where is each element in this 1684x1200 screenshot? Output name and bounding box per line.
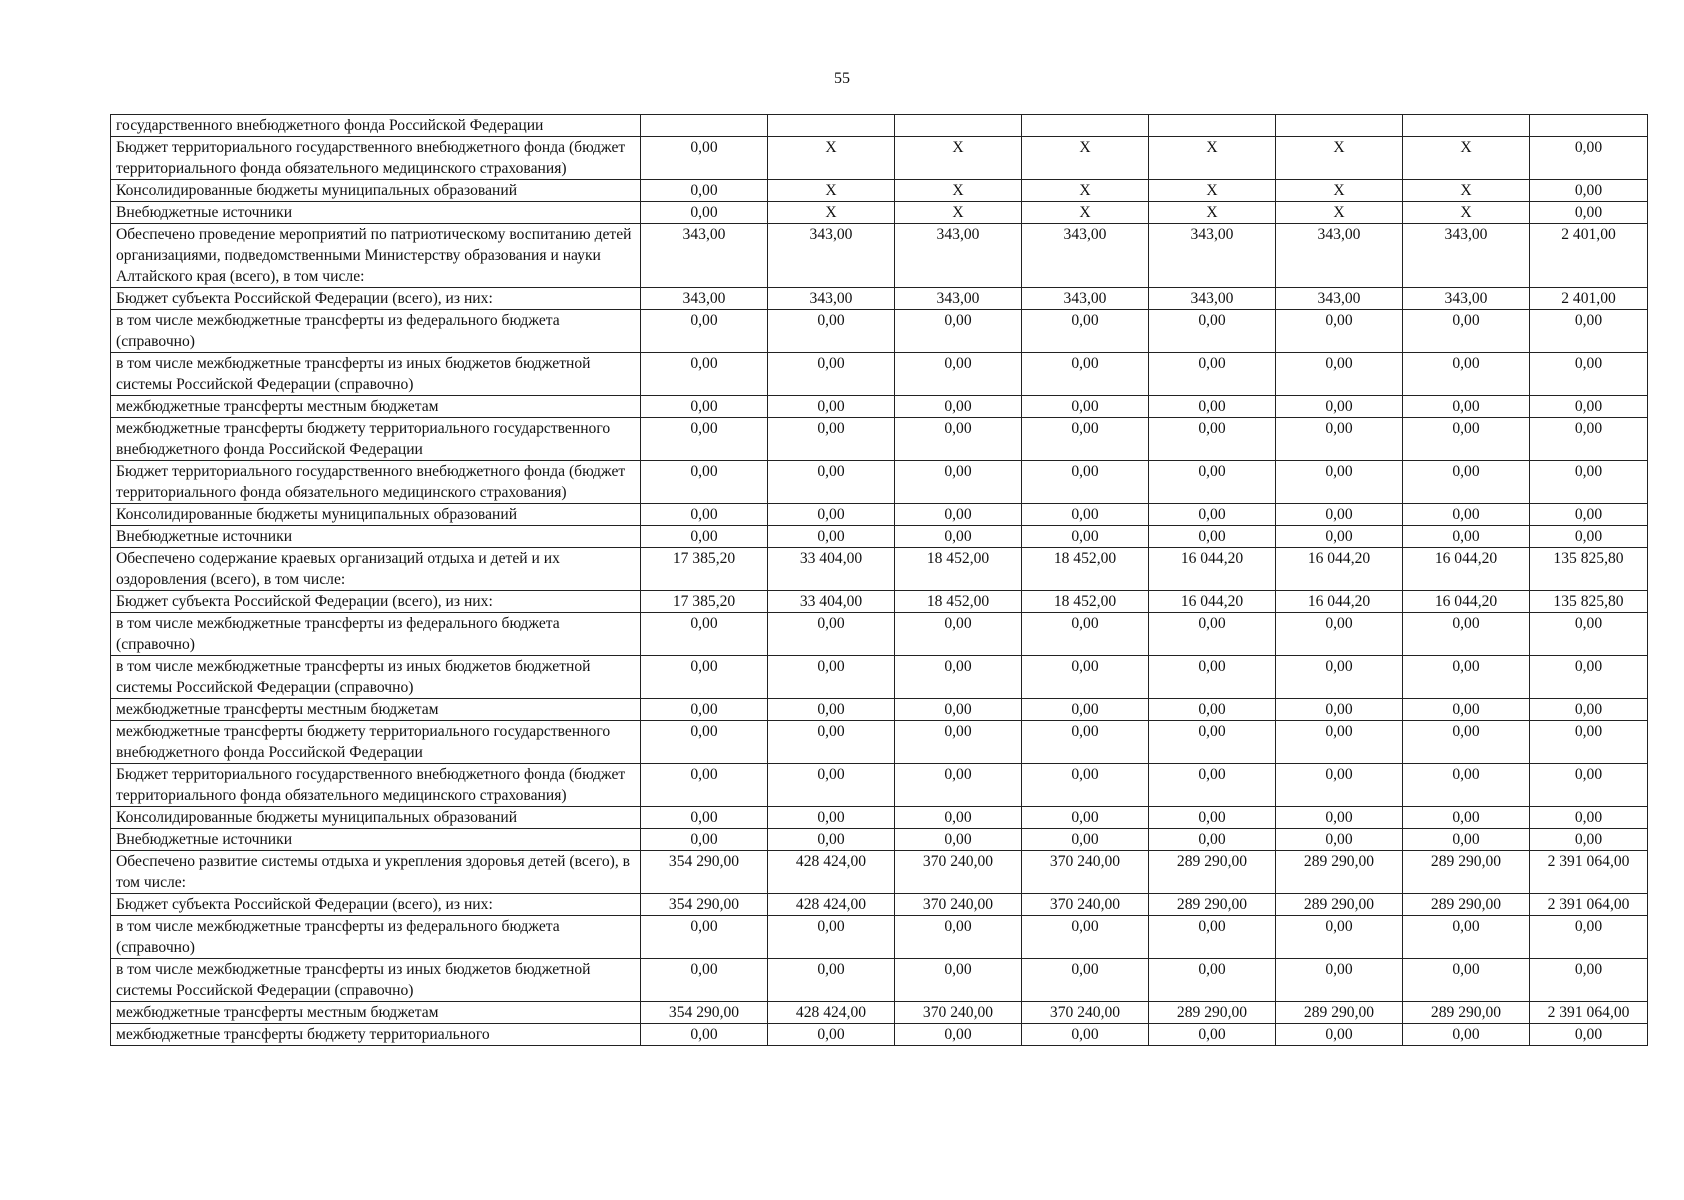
row-value-cell: 343,00	[1276, 288, 1403, 310]
row-value-cell	[1149, 115, 1276, 137]
row-total-cell: 0,00	[1530, 396, 1648, 418]
table-row	[111, 764, 1648, 807]
row-label: Консолидированные бюджеты муниципальных образований	[111, 807, 641, 829]
row-value-cell: 343,00	[1149, 224, 1276, 288]
row-total-cell: 0,00	[1530, 699, 1648, 721]
table-row	[111, 202, 1648, 224]
table-row	[111, 894, 1648, 916]
row-value-cell: 0,00	[1149, 613, 1276, 656]
table-row	[111, 829, 1648, 851]
row-value-cell: 0,00	[895, 764, 1022, 807]
row-value-cell: 0,00	[641, 829, 768, 851]
row-value-cell: 343,00	[1276, 224, 1403, 288]
row-total-cell: 0,00	[1530, 613, 1648, 656]
row-value-cell: 0,00	[1276, 504, 1403, 526]
row-value-cell: 0,00	[1403, 526, 1530, 548]
row-value-cell: 343,00	[1403, 288, 1530, 310]
table-row	[111, 851, 1648, 894]
row-total-cell: 2 401,00	[1530, 288, 1648, 310]
row-value-cell: 0,00	[1022, 461, 1149, 504]
row-label: государственного внебюджетного фонда Российской Федерации	[111, 115, 641, 137]
row-value-cell: 0,00	[895, 461, 1022, 504]
row-value-cell: 0,00	[1276, 526, 1403, 548]
row-value-cell: 0,00	[1276, 721, 1403, 764]
table-row	[111, 959, 1648, 1002]
row-value-cell: 0,00	[1403, 699, 1530, 721]
row-value-cell: 0,00	[1149, 526, 1276, 548]
row-value-cell: 0,00	[1403, 916, 1530, 959]
row-value-cell: 0,00	[768, 418, 895, 461]
row-total-cell: 0,00	[1530, 202, 1648, 224]
row-value-cell: 0,00	[1149, 916, 1276, 959]
row-value-cell: 0,00	[1403, 959, 1530, 1002]
row-label: в том числе межбюджетные трансферты из федерального бюджета (справочно)	[111, 916, 641, 959]
row-value-cell: 0,00	[1276, 807, 1403, 829]
row-label: Бюджет территориального государственного внебюджетного фонда (бюджет территориального фонда обязательного медицинского страхования)	[111, 764, 641, 807]
row-value-cell: 0,00	[641, 807, 768, 829]
row-value-cell: 0,00	[1149, 699, 1276, 721]
row-value-cell: Х	[1276, 180, 1403, 202]
row-label: межбюджетные трансферты бюджету территориального	[111, 1024, 641, 1046]
table-row	[111, 807, 1648, 829]
row-total-cell: 2 391 064,00	[1530, 1002, 1648, 1024]
row-value-cell: 0,00	[1403, 764, 1530, 807]
row-label: Обеспечено развитие системы отдыха и укрепления здоровья детей (всего), в том числе:	[111, 851, 641, 894]
row-value-cell: 289 290,00	[1403, 851, 1530, 894]
row-total-cell: 135 825,80	[1530, 591, 1648, 613]
row-value-cell: 0,00	[641, 353, 768, 396]
row-value-cell: 0,00	[1149, 656, 1276, 699]
table-row	[111, 137, 1648, 180]
row-value-cell: 0,00	[1403, 721, 1530, 764]
row-value-cell: 0,00	[641, 656, 768, 699]
row-value-cell: 0,00	[1276, 764, 1403, 807]
budget-table	[110, 114, 1648, 1046]
row-value-cell: Х	[1022, 137, 1149, 180]
row-total-cell: 0,00	[1530, 829, 1648, 851]
row-value-cell	[768, 115, 895, 137]
row-value-cell: 0,00	[1276, 1024, 1403, 1046]
row-total-cell: 0,00	[1530, 137, 1648, 180]
row-value-cell: 428 424,00	[768, 851, 895, 894]
row-value-cell: 343,00	[1022, 288, 1149, 310]
row-value-cell: 343,00	[1022, 224, 1149, 288]
row-value-cell: Х	[1022, 180, 1149, 202]
row-value-cell: 0,00	[1403, 461, 1530, 504]
row-value-cell: 0,00	[641, 699, 768, 721]
row-value-cell: Х	[1149, 137, 1276, 180]
row-value-cell: 18 452,00	[1022, 591, 1149, 613]
row-value-cell: 0,00	[768, 959, 895, 1002]
row-value-cell: 0,00	[1403, 504, 1530, 526]
row-value-cell: 289 290,00	[1276, 1002, 1403, 1024]
row-value-cell: Х	[1403, 137, 1530, 180]
table-row	[111, 613, 1648, 656]
row-total-cell: 0,00	[1530, 916, 1648, 959]
row-value-cell: 0,00	[1276, 461, 1403, 504]
row-value-cell: 0,00	[1022, 418, 1149, 461]
row-value-cell: 0,00	[641, 180, 768, 202]
row-value-cell: 0,00	[1022, 807, 1149, 829]
row-label: в том числе межбюджетные трансферты из иных бюджетов бюджетной системы Российской Федерации (справочно)	[111, 959, 641, 1002]
row-value-cell: 18 452,00	[1022, 548, 1149, 591]
table-row	[111, 699, 1648, 721]
row-value-cell: 0,00	[768, 310, 895, 353]
row-value-cell	[1276, 115, 1403, 137]
table-row	[111, 353, 1648, 396]
row-value-cell: Х	[895, 137, 1022, 180]
row-value-cell: 0,00	[1403, 396, 1530, 418]
row-label: Обеспечено содержание краевых организаций отдыха и детей и их оздоровления (всего), в том числе:	[111, 548, 641, 591]
row-value-cell: 289 290,00	[1276, 894, 1403, 916]
row-value-cell: 0,00	[895, 353, 1022, 396]
row-value-cell: 343,00	[895, 224, 1022, 288]
row-value-cell: 0,00	[1276, 613, 1403, 656]
row-value-cell: 0,00	[1276, 656, 1403, 699]
row-value-cell: 16 044,20	[1403, 548, 1530, 591]
row-value-cell: 0,00	[641, 202, 768, 224]
row-value-cell: 0,00	[1022, 721, 1149, 764]
row-value-cell: 289 290,00	[1403, 1002, 1530, 1024]
row-label: межбюджетные трансферты бюджету территориального государственного внебюджетного фонда Российской Федерации	[111, 418, 641, 461]
row-label: межбюджетные трансферты бюджету территориального государственного внебюджетного фонда Российской Федерации	[111, 721, 641, 764]
row-value-cell: 0,00	[895, 1024, 1022, 1046]
row-value-cell: 16 044,20	[1403, 591, 1530, 613]
table-row	[111, 916, 1648, 959]
row-total-cell: 0,00	[1530, 721, 1648, 764]
row-value-cell: Х	[895, 202, 1022, 224]
row-value-cell: 0,00	[895, 310, 1022, 353]
row-value-cell: 0,00	[641, 764, 768, 807]
row-value-cell: 289 290,00	[1403, 894, 1530, 916]
row-total-cell: 0,00	[1530, 418, 1648, 461]
row-label: Внебюджетные источники	[111, 526, 641, 548]
row-value-cell: 0,00	[1276, 353, 1403, 396]
row-label: Бюджет территориального государственного внебюджетного фонда (бюджет территориального фонда обязательного медицинского страхования)	[111, 137, 641, 180]
table-row	[111, 396, 1648, 418]
row-value-cell: Х	[768, 202, 895, 224]
row-value-cell: 0,00	[895, 504, 1022, 526]
row-value-cell: 0,00	[1149, 721, 1276, 764]
row-label: межбюджетные трансферты местным бюджетам	[111, 396, 641, 418]
row-value-cell: 0,00	[768, 353, 895, 396]
row-value-cell: 0,00	[641, 504, 768, 526]
row-total-cell: 0,00	[1530, 310, 1648, 353]
row-value-cell: 370 240,00	[1022, 1002, 1149, 1024]
row-value-cell: 0,00	[1149, 310, 1276, 353]
row-value-cell: 343,00	[641, 288, 768, 310]
row-value-cell: 0,00	[1276, 916, 1403, 959]
row-label: Бюджет субъекта Российской Федерации (всего), из них:	[111, 288, 641, 310]
row-value-cell: 16 044,20	[1276, 548, 1403, 591]
row-value-cell: 289 290,00	[1149, 851, 1276, 894]
row-value-cell: 0,00	[1149, 418, 1276, 461]
row-value-cell	[641, 115, 768, 137]
row-label: в том числе межбюджетные трансферты из иных бюджетов бюджетной системы Российской Федерации (справочно)	[111, 656, 641, 699]
row-value-cell: 354 290,00	[641, 851, 768, 894]
row-total-cell	[1530, 115, 1648, 137]
row-value-cell: 0,00	[1022, 916, 1149, 959]
row-label: Консолидированные бюджеты муниципальных образований	[111, 504, 641, 526]
row-value-cell: 0,00	[641, 721, 768, 764]
row-value-cell: Х	[1022, 202, 1149, 224]
row-value-cell: 0,00	[641, 613, 768, 656]
row-value-cell: Х	[1403, 202, 1530, 224]
row-value-cell: 18 452,00	[895, 548, 1022, 591]
row-value-cell: 0,00	[895, 916, 1022, 959]
row-value-cell: 343,00	[1403, 224, 1530, 288]
row-value-cell: 33 404,00	[768, 591, 895, 613]
row-value-cell: 33 404,00	[768, 548, 895, 591]
row-value-cell: 343,00	[895, 288, 1022, 310]
row-value-cell: 0,00	[768, 461, 895, 504]
row-value-cell: 0,00	[641, 137, 768, 180]
row-value-cell: 0,00	[1022, 764, 1149, 807]
row-total-cell: 135 825,80	[1530, 548, 1648, 591]
row-value-cell: 0,00	[1149, 829, 1276, 851]
table-row	[111, 721, 1648, 764]
row-value-cell: 0,00	[1022, 829, 1149, 851]
row-value-cell: 0,00	[1149, 396, 1276, 418]
row-value-cell: 0,00	[768, 807, 895, 829]
row-value-cell: 0,00	[1149, 353, 1276, 396]
row-label: Внебюджетные источники	[111, 829, 641, 851]
row-value-cell: 0,00	[768, 916, 895, 959]
row-label: Внебюджетные источники	[111, 202, 641, 224]
row-total-cell: 0,00	[1530, 656, 1648, 699]
row-label: в том числе межбюджетные трансферты из федерального бюджета (справочно)	[111, 613, 641, 656]
row-value-cell: Х	[1149, 180, 1276, 202]
row-value-cell: 0,00	[768, 656, 895, 699]
row-value-cell: 0,00	[768, 526, 895, 548]
row-value-cell	[895, 115, 1022, 137]
table-row	[111, 180, 1648, 202]
row-total-cell: 0,00	[1530, 180, 1648, 202]
row-value-cell: 0,00	[768, 613, 895, 656]
row-value-cell: 0,00	[1403, 310, 1530, 353]
row-value-cell: 0,00	[1276, 959, 1403, 1002]
row-value-cell: 0,00	[1149, 504, 1276, 526]
row-value-cell: 18 452,00	[895, 591, 1022, 613]
budget-table-body	[111, 115, 1648, 1046]
row-total-cell: 2 391 064,00	[1530, 894, 1648, 916]
row-value-cell: 0,00	[1022, 656, 1149, 699]
row-value-cell: 0,00	[1403, 613, 1530, 656]
row-value-cell	[1022, 115, 1149, 137]
row-value-cell: Х	[768, 180, 895, 202]
row-value-cell: 0,00	[641, 461, 768, 504]
row-total-cell: 0,00	[1530, 526, 1648, 548]
page-number: 55	[834, 70, 850, 87]
row-value-cell: 0,00	[1022, 1024, 1149, 1046]
row-value-cell: 0,00	[768, 396, 895, 418]
row-value-cell: 17 385,20	[641, 591, 768, 613]
row-label: Обеспечено проведение мероприятий по патриотическому воспитанию детей организациями, подведомственными Министерству образования и науки Алтайского края (всего), в том числе:	[111, 224, 641, 288]
row-total-cell: 0,00	[1530, 764, 1648, 807]
row-value-cell: 0,00	[768, 699, 895, 721]
row-label: Консолидированные бюджеты муниципальных образований	[111, 180, 641, 202]
row-value-cell: Х	[1149, 202, 1276, 224]
row-value-cell: 0,00	[1022, 310, 1149, 353]
row-value-cell: 0,00	[895, 418, 1022, 461]
row-value-cell: Х	[1403, 180, 1530, 202]
row-value-cell	[1403, 115, 1530, 137]
row-value-cell: 354 290,00	[641, 1002, 768, 1024]
row-value-cell: 289 290,00	[1276, 851, 1403, 894]
row-value-cell: Х	[1276, 137, 1403, 180]
row-value-cell: 354 290,00	[641, 894, 768, 916]
row-label: в том числе межбюджетные трансферты из федерального бюджета (справочно)	[111, 310, 641, 353]
table-row	[111, 526, 1648, 548]
row-value-cell: 16 044,20	[1276, 591, 1403, 613]
row-label: Бюджет субъекта Российской Федерации (всего), из них:	[111, 591, 641, 613]
table-row	[111, 548, 1648, 591]
row-value-cell: 0,00	[1403, 418, 1530, 461]
row-total-cell: 0,00	[1530, 807, 1648, 829]
row-total-cell: 0,00	[1530, 461, 1648, 504]
row-value-cell: 0,00	[1022, 396, 1149, 418]
table-row	[111, 461, 1648, 504]
row-value-cell: 0,00	[895, 396, 1022, 418]
row-value-cell: 0,00	[1276, 699, 1403, 721]
row-label: Бюджет субъекта Российской Федерации (всего), из них:	[111, 894, 641, 916]
row-value-cell: 370 240,00	[1022, 851, 1149, 894]
row-value-cell: 0,00	[895, 613, 1022, 656]
row-value-cell: 0,00	[641, 418, 768, 461]
row-value-cell: 343,00	[1149, 288, 1276, 310]
table-row	[111, 115, 1648, 137]
row-value-cell: 0,00	[1403, 1024, 1530, 1046]
row-value-cell: 0,00	[768, 829, 895, 851]
row-value-cell: 0,00	[1149, 1024, 1276, 1046]
row-value-cell: 343,00	[768, 224, 895, 288]
row-value-cell: 0,00	[641, 526, 768, 548]
row-value-cell: 0,00	[641, 916, 768, 959]
row-value-cell: 0,00	[1022, 959, 1149, 1002]
row-value-cell: 289 290,00	[1149, 1002, 1276, 1024]
row-value-cell: 370 240,00	[895, 894, 1022, 916]
row-value-cell: 0,00	[895, 699, 1022, 721]
row-label: в том числе межбюджетные трансферты из иных бюджетов бюджетной системы Российской Федерации (справочно)	[111, 353, 641, 396]
row-value-cell: 343,00	[768, 288, 895, 310]
row-value-cell: 0,00	[1403, 807, 1530, 829]
row-value-cell: 0,00	[641, 310, 768, 353]
row-value-cell: 0,00	[768, 721, 895, 764]
row-value-cell: 0,00	[1022, 526, 1149, 548]
row-label: межбюджетные трансферты местным бюджетам	[111, 699, 641, 721]
table-row	[111, 656, 1648, 699]
row-value-cell: 0,00	[1276, 418, 1403, 461]
table-row	[111, 310, 1648, 353]
row-value-cell: 16 044,20	[1149, 591, 1276, 613]
row-value-cell: 428 424,00	[768, 1002, 895, 1024]
row-value-cell: 0,00	[641, 396, 768, 418]
row-value-cell: 0,00	[641, 959, 768, 1002]
row-value-cell: 0,00	[1022, 504, 1149, 526]
row-value-cell: 0,00	[895, 829, 1022, 851]
row-total-cell: 0,00	[1530, 959, 1648, 1002]
row-value-cell: 0,00	[1022, 353, 1149, 396]
row-total-cell: 0,00	[1530, 504, 1648, 526]
row-value-cell: 370 240,00	[895, 851, 1022, 894]
row-value-cell: 0,00	[1403, 656, 1530, 699]
table-row	[111, 1024, 1648, 1046]
row-value-cell: 16 044,20	[1149, 548, 1276, 591]
row-value-cell: 0,00	[1403, 829, 1530, 851]
row-value-cell: 0,00	[768, 504, 895, 526]
row-value-cell: 0,00	[895, 959, 1022, 1002]
row-value-cell: 370 240,00	[1022, 894, 1149, 916]
table-row	[111, 288, 1648, 310]
row-value-cell: 17 385,20	[641, 548, 768, 591]
row-value-cell: Х	[1276, 202, 1403, 224]
row-total-cell: 0,00	[1530, 353, 1648, 396]
row-value-cell: 0,00	[768, 764, 895, 807]
row-value-cell: Х	[895, 180, 1022, 202]
table-row	[111, 504, 1648, 526]
row-value-cell: 0,00	[1276, 829, 1403, 851]
row-value-cell: 343,00	[641, 224, 768, 288]
row-value-cell: 0,00	[1022, 613, 1149, 656]
row-total-cell: 0,00	[1530, 1024, 1648, 1046]
row-value-cell: 428 424,00	[768, 894, 895, 916]
row-total-cell: 2 391 064,00	[1530, 851, 1648, 894]
row-label: Бюджет территориального государственного внебюджетного фонда (бюджет территориального фонда обязательного медицинского страхования)	[111, 461, 641, 504]
row-value-cell: 0,00	[1149, 764, 1276, 807]
table-row	[111, 224, 1648, 288]
row-value-cell: 289 290,00	[1149, 894, 1276, 916]
row-value-cell: 0,00	[1276, 396, 1403, 418]
row-value-cell: 0,00	[895, 656, 1022, 699]
row-label: межбюджетные трансферты местным бюджетам	[111, 1002, 641, 1024]
row-value-cell: Х	[768, 137, 895, 180]
table-row	[111, 1002, 1648, 1024]
row-value-cell: 0,00	[895, 721, 1022, 764]
row-value-cell: 370 240,00	[895, 1002, 1022, 1024]
row-value-cell: 0,00	[895, 526, 1022, 548]
row-value-cell: 0,00	[1149, 959, 1276, 1002]
table-row	[111, 591, 1648, 613]
table-row	[111, 418, 1648, 461]
row-total-cell: 2 401,00	[1530, 224, 1648, 288]
row-value-cell: 0,00	[895, 807, 1022, 829]
row-value-cell: 0,00	[641, 1024, 768, 1046]
row-value-cell: 0,00	[1022, 699, 1149, 721]
row-value-cell: 0,00	[1276, 310, 1403, 353]
row-value-cell: 0,00	[1403, 353, 1530, 396]
row-value-cell: 0,00	[1149, 461, 1276, 504]
row-value-cell: 0,00	[768, 1024, 895, 1046]
row-value-cell: 0,00	[1149, 807, 1276, 829]
